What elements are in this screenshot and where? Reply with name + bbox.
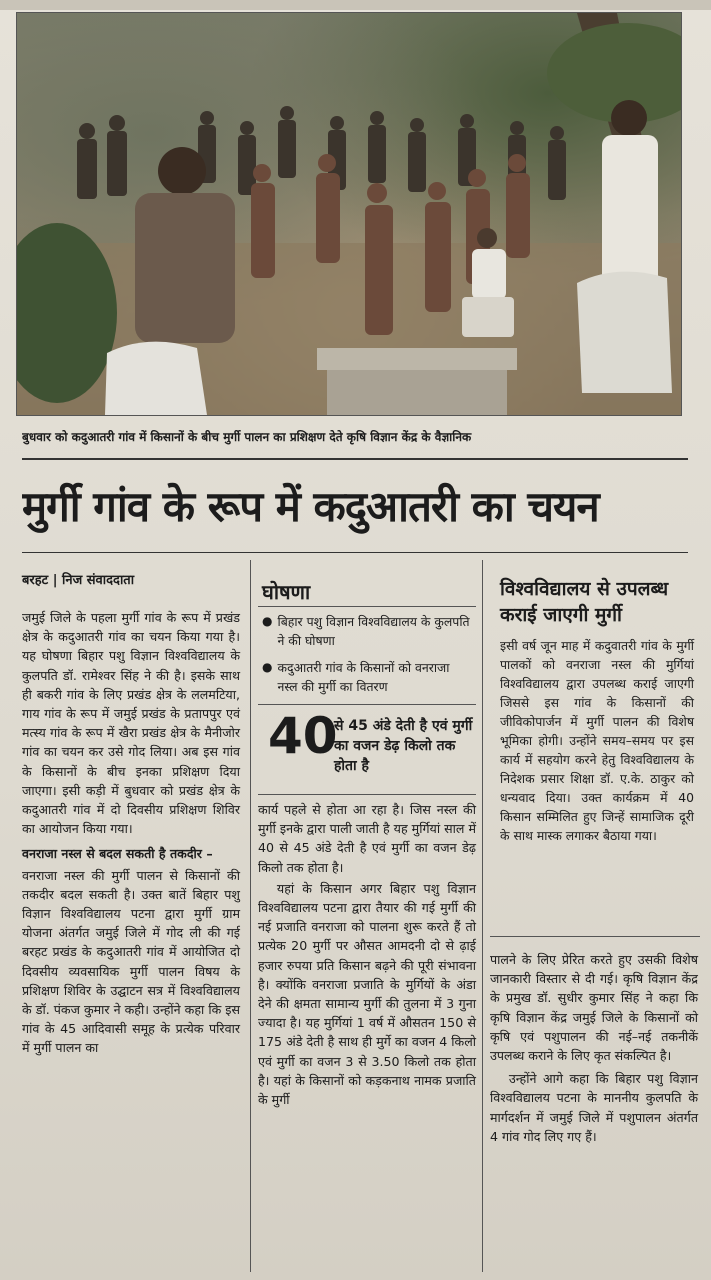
article-column-2 — [258, 800, 476, 1111]
col3-paragraph-2: उन्होंने आगे कहा कि बिहार पशु विज्ञान विश्वविद्यालय पटना के माननीय कुलपति के मार्गदर्शन में जमुई जिले में पशुपालन अंतर्गत 4 गांव गोद लिए गए हैं। — [490, 1071, 698, 1144]
article-column-1 — [22, 608, 240, 1060]
sidebar-paragraph: इसी वर्ष जून माह में कदुवातरी गांव के मुर्गी पालकों को वनराजा नस्ल की मुर्गियां विश्वविद्यालय द्वारा उपलब्ध कराई जाएगी जिससे इस गांव के किसानों की जीविकोपार्जन में मुर्गी पालन की विशेष भूमिका होगी। उन्होंने समय–समय पर इस कार्य में सहयोग करने हेतु विश्वविद्यालय के निदेशक प्रसार शिक्षा डॉ. ए.के. ठाकुर को धन्यवाद दिया। उक्त कार्यक्रम में 40 किसान सम्मिलित हुए जिन्हें सामाजिक दूरी के साथ मास्क लगाकर बैठाया गया। — [500, 638, 694, 843]
sidebar-title: विश्वविद्यालय से उपलब्ध कराई जाएगी मुर्गी — [500, 578, 669, 626]
announcement-title: घोषणा — [262, 580, 311, 604]
bullet-icon: ● — [262, 660, 273, 674]
col1-subhead: वनराजा नस्ल से बदल सकती है तकदीर – — [22, 846, 213, 862]
announcement-rule — [258, 606, 476, 607]
announcement-list — [262, 612, 472, 704]
sidebar-body — [500, 636, 694, 847]
col1-paragraph-1: जमुई जिले के पहला मुर्गी गांव के रूप में प्रखंड क्षेत्र के कदुआतरी गांव का चयन किया गया है। यह घोषणा बिहार पशु विज्ञान विश्वविद्यालय के कुलपति डॉ. रामेश्वर सिंह ने की है। इसके साथ ही बकरी गांव के लिए प्रखंड क्षेत्र के ललमटिया, गाय गांव के रूप में जमुई प्रखंड के प्रतापपुर एवं मत्स्य गांव के रूप में खैरा प्रखंड क्षेत्र के मैनीजोर गांव का चयन कर उसे गोद लिया। अब इस गांव के किसानों के बीच इनका प्रशिक्षण दिया जाएगा। इसी कड़ी में बुधवार को प्रखंड क्षेत्र के कदुआतरी गांव में दो दिवसीय प्रशिक्षण शिविर का आयोजन किया गया। — [22, 610, 240, 837]
column-divider-2 — [482, 560, 483, 1272]
article-column-3 — [490, 950, 698, 1148]
big-number: 40 — [268, 707, 338, 765]
col1-paragraph-2: वनराजा नस्ल की मुर्गी पालन से किसानों की तकदीर बदल सकती है। उक्त बातें बिहार पशु विज्ञान विश्वविद्यालय पटना द्वारा मुर्गी ग्राम योजना अंतर्गत जमुई जिले में गोद ली की गई बरहट प्रखंड के कदुआतरी गांव में आयोजित दो दिवसीय व्यवसायिक मुर्गी पालन विषय के प्रशिक्षण शिविर के उद्घाटन सत्र में विश्वविद्यालय के डॉ. पंकज कुमार ने कही। उन्होंने कहा कि इस गांव के 45 आदिवासी समूह के प्रत्येक परिवार में मुर्गी पालन का — [22, 867, 240, 1056]
top-strip — [0, 0, 711, 10]
col3-paragraph-1: पालने के लिए प्रेरित करते हुए उसकी विशेष जानकारी विस्तार से दी गई। कृषि विज्ञान केंद्र के प्रमुख डॉ. सुधीर कुमार सिंह ने कहा कि कृषि विज्ञान केंद्र जमुई जिले के किसानों को कृषि एवं पशुपालन की नई–नई तकनीकें उपलब्ध कराने के लिए कृत संकल्पित है। — [490, 952, 698, 1064]
sidebar-rule — [490, 936, 700, 937]
big-number-text: से 45 अंडे देती है एवं मुर्गी का वजन डेढ़ किलो तक होता है — [334, 718, 473, 774]
byline: बरहट | निज संवाददाता — [22, 573, 135, 588]
news-photo — [16, 12, 682, 416]
col2-paragraph-1: कार्य पहले से होता आ रहा है। जिस नस्ल की मुर्गी इनके द्वारा पाली जाती है यह मुर्गियां साल में 40 से 45 अंडे देती है एवं मुर्गी का वजन डेढ़ किलो तक होता है। — [258, 802, 476, 875]
announcement-item — [262, 658, 472, 696]
column-divider-1 — [250, 560, 251, 1272]
headline: मुर्गी गांव के रूप में कदुआतरी का चयन — [22, 482, 599, 531]
divider-headline — [22, 552, 688, 553]
bignum-rule-bottom — [258, 794, 476, 795]
divider-top — [22, 458, 688, 460]
bullet-icon: ● — [262, 614, 273, 628]
photo-illustration — [17, 13, 681, 415]
announcement-item-text: बिहार पशु विज्ञान विश्वविद्यालय के कुलपति ने की घोषणा — [277, 614, 470, 648]
announcement-item — [262, 612, 472, 650]
announcement-item-text: कदुआतरी गांव के किसानों को वनराजा नस्ल की मुर्गी का वितरण — [277, 660, 450, 694]
bignum-rule-top — [258, 704, 476, 705]
col2-paragraph-2: यहां के किसान अगर बिहार पशु विज्ञान विश्वविद्यालय पटना द्वारा तैयार की गई मुर्गी की नई प्रजाति वनराजा को पालना शुरू करते हैं तो प्रत्येक 20 मुर्गी पर औसत आमदनी दो से ढ़ाई हजार रुपया प्रति किसान बढ़ने की पूरी संभावना है। क्योंकि वनराजा प्रजाति के मुर्गियों के अंडा देने की क्षमता सामान्य मुर्गी की तुलना में 3 गुना ज्यादा है। यह मुर्गियां 1 वर्ष में औसतन 150 से 175 अंडे देती है साथ ही मुर्गे का वजन 4 किलो एवं मुर्गी का वजन 3 से 3.50 किलो तक होता है। यहां के किसानों को कड़कनाथ नामक प्रजाति के मुर्गी — [258, 880, 476, 1108]
photo-caption: बुधवार को कदुआतरी गांव में किसानों के बीच मुर्गी पालन का प्रशिक्षण देते कृषि विज्ञान केंद्र के वैज्ञानिक — [22, 430, 472, 444]
